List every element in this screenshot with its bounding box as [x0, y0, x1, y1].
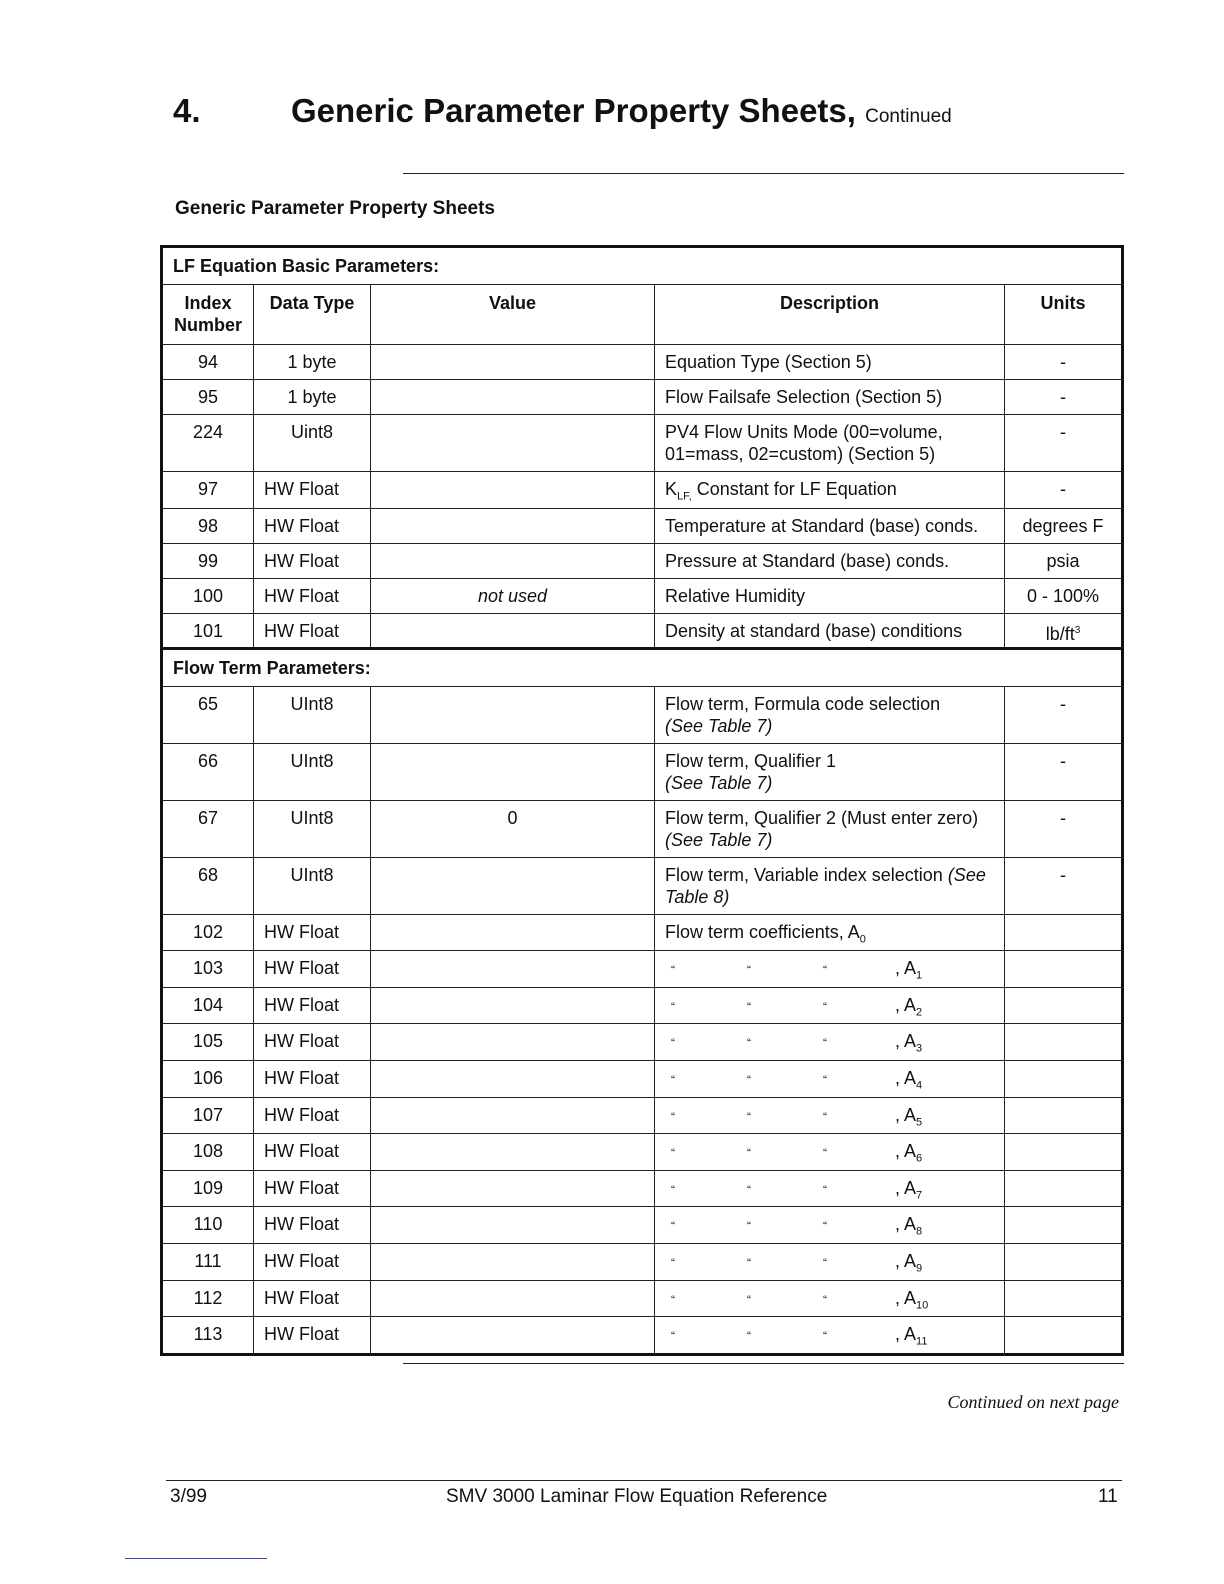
ditto-mark: “ — [671, 963, 675, 978]
ditto-mark: “ — [747, 1182, 751, 1197]
description-cell: Flow term, Qualifier 1 (See Table 7) — [655, 743, 1005, 800]
ditto-mark: “ — [747, 1036, 751, 1051]
table-row: 111 HW Float “ “ “ , $A_9$ — [162, 1243, 1123, 1280]
table-row: 224 Uint8 PV4 Flow Units Mode (00=volume, 01=mass, 02=custom) (Section 5) - — [162, 415, 1123, 472]
description-cell: Flow term, Variable index selection (See Table 8) — [655, 857, 1005, 914]
ditto-mark: “ — [747, 1146, 751, 1161]
table-row: 105 HW Float “ “ “ , $A_3$ — [162, 1024, 1123, 1061]
description-cell: “ “ “ , $A_1$ — [655, 951, 1005, 988]
table-row: 110 HW Float “ “ “ , $A_8$ — [162, 1207, 1123, 1244]
table-row: 65 UInt8 Flow term, Formula code selection (See Table 7) - — [162, 686, 1123, 743]
table-row: 113 HW Float “ “ “ , $A_{11}$ — [162, 1317, 1123, 1355]
table-row: 67 UInt8 0 Flow term, Qualifier 2 (Must enter zero) (See Table 7) - — [162, 800, 1123, 857]
ditto-mark: “ — [823, 1146, 827, 1161]
description-cell: “ “ “ , $A_6$ — [655, 1134, 1005, 1171]
footer-date: 3/99 — [170, 1486, 207, 1507]
ditto-mark: “ — [671, 1109, 675, 1124]
section-title: Generic Parameter Property Sheets, — [291, 92, 856, 129]
ditto-mark: “ — [823, 1072, 827, 1087]
link-underline — [125, 1558, 267, 1559]
table-row: 94 1 byte Equation Type (Section 5) - — [162, 345, 1123, 380]
ditto-mark: “ — [671, 1219, 675, 1234]
section-title-flow: Flow Term Parameters: — [162, 648, 1123, 686]
ditto-mark: “ — [823, 1182, 827, 1197]
page-number: 11 — [1098, 1486, 1118, 1507]
table-row: 106 HW Float “ “ “ , $A_4$ — [162, 1060, 1123, 1097]
ditto-mark: “ — [823, 1036, 827, 1051]
ditto-mark: “ — [671, 1182, 675, 1197]
description-cell: “ “ “ , $A_5$ — [655, 1097, 1005, 1134]
ditto-mark: “ — [823, 1292, 827, 1307]
col-header-value: Value — [371, 285, 655, 345]
col-header-type: Data Type — [254, 285, 371, 345]
ditto-mark: “ — [823, 1109, 827, 1124]
table-row: 68 UInt8 Flow term, Variable index selection (See Table 8) - — [162, 857, 1123, 914]
table-row: 102 HW Float Flow term coefficients, $A_0$ — [162, 914, 1123, 951]
header-rule — [403, 173, 1124, 174]
ditto-mark: “ — [671, 1072, 675, 1087]
continued-note: Continued on next page — [947, 1392, 1119, 1412]
ditto-mark: “ — [823, 1255, 827, 1270]
table-row: 109 HW Float “ “ “ , $A_7$ — [162, 1170, 1123, 1207]
ditto-mark: “ — [823, 999, 827, 1014]
ditto-mark: “ — [823, 1329, 827, 1344]
description-cell: “ “ “ , $A_3$ — [655, 1024, 1005, 1061]
ditto-mark: “ — [747, 1219, 751, 1234]
section-row — [162, 247, 1123, 285]
section-number: 4. — [173, 92, 201, 129]
table-title: Generic Parameter Property Sheets — [175, 198, 495, 219]
section-title-basic: LF Equation Basic Parameters: — [162, 247, 1123, 285]
table-bottom-rule — [403, 1363, 1124, 1364]
col-header-units: Units — [1005, 285, 1123, 345]
table-row: 108 HW Float “ “ “ , $A_6$ — [162, 1134, 1123, 1171]
ditto-mark: “ — [823, 963, 827, 978]
description-cell: PV4 Flow Units Mode (00=volume, 01=mass, 02=custom) (Section 5) — [655, 415, 1005, 472]
section-row — [162, 648, 1123, 686]
ditto-mark: “ — [747, 1109, 751, 1124]
description-cell: “ “ “ , $A_2$ — [655, 987, 1005, 1024]
description-cell: “ “ “ , $A_8$ — [655, 1207, 1005, 1244]
ditto-mark: “ — [747, 1255, 751, 1270]
table-row: 101 HW Float Density at standard (base) conditions $lb/ft^3$ — [162, 613, 1123, 648]
description-cell: “ “ “ , $A_{10}$ — [655, 1280, 1005, 1317]
coefficient-rows — [162, 951, 1123, 1355]
ditto-mark: “ — [671, 1036, 675, 1051]
description-cell: “ “ “ , $A_4$ — [655, 1060, 1005, 1097]
ditto-mark: “ — [671, 999, 675, 1014]
ditto-mark: “ — [747, 999, 751, 1014]
table-row: 66 UInt8 Flow term, Qualifier 1 (See Table 7) - — [162, 743, 1123, 800]
col-header-index: Index Number — [162, 285, 254, 345]
ditto-mark: “ — [671, 1146, 675, 1161]
table-row: 97 HW Float $K_{LF,}$ Constant for LF Equation - — [162, 472, 1123, 509]
table-row: 99 HW Float Pressure at Standard (base) conds. psia — [162, 543, 1123, 578]
description-cell: Flow term, Formula code selection (See Table 7) — [655, 686, 1005, 743]
table-row: 103 HW Float “ “ “ , $A_1$ — [162, 951, 1123, 988]
page-heading — [173, 92, 952, 130]
table-row: 100 HW Float not used Relative Humidity 0 - 100% — [162, 578, 1123, 613]
description-cell: “ “ “ , $A_{11}$ — [655, 1317, 1005, 1355]
ditto-mark: “ — [747, 1072, 751, 1087]
ditto-mark: “ — [823, 1219, 827, 1234]
units-cell: $lb/ft^3$ — [1005, 613, 1123, 648]
parameter-table — [160, 245, 1124, 1356]
description-cell: “ “ “ , $A_7$ — [655, 1170, 1005, 1207]
ditto-mark: “ — [671, 1255, 675, 1270]
ditto-mark: “ — [671, 1292, 675, 1307]
continued-label: Continued — [865, 106, 952, 127]
ditto-mark: “ — [747, 1329, 751, 1344]
table-row: 112 HW Float “ “ “ , $A_{10}$ — [162, 1280, 1123, 1317]
ditto-mark: “ — [671, 1329, 675, 1344]
footer-title: SMV 3000 Laminar Flow Equation Reference — [446, 1486, 828, 1507]
ditto-mark: “ — [747, 1292, 751, 1307]
description-cell: Flow term, Qualifier 2 (Must enter zero) (See Table 7) — [655, 800, 1005, 857]
table-row: 98 HW Float Temperature at Standard (base) conds. degrees F — [162, 508, 1123, 543]
ditto-mark: “ — [747, 963, 751, 978]
description-cell: $K_{LF,}$ Constant for LF Equation — [655, 472, 1005, 509]
table-header-row — [162, 285, 1123, 345]
description-cell: Flow term coefficients, $A_0$ — [655, 914, 1005, 951]
col-header-description: Description — [655, 285, 1005, 345]
table-row: 104 HW Float “ “ “ , $A_2$ — [162, 987, 1123, 1024]
footer-rule — [166, 1480, 1122, 1481]
table-row: 107 HW Float “ “ “ , $A_5$ — [162, 1097, 1123, 1134]
description-cell: “ “ “ , $A_9$ — [655, 1243, 1005, 1280]
table-row: 95 1 byte Flow Failsafe Selection (Section 5) - — [162, 380, 1123, 415]
